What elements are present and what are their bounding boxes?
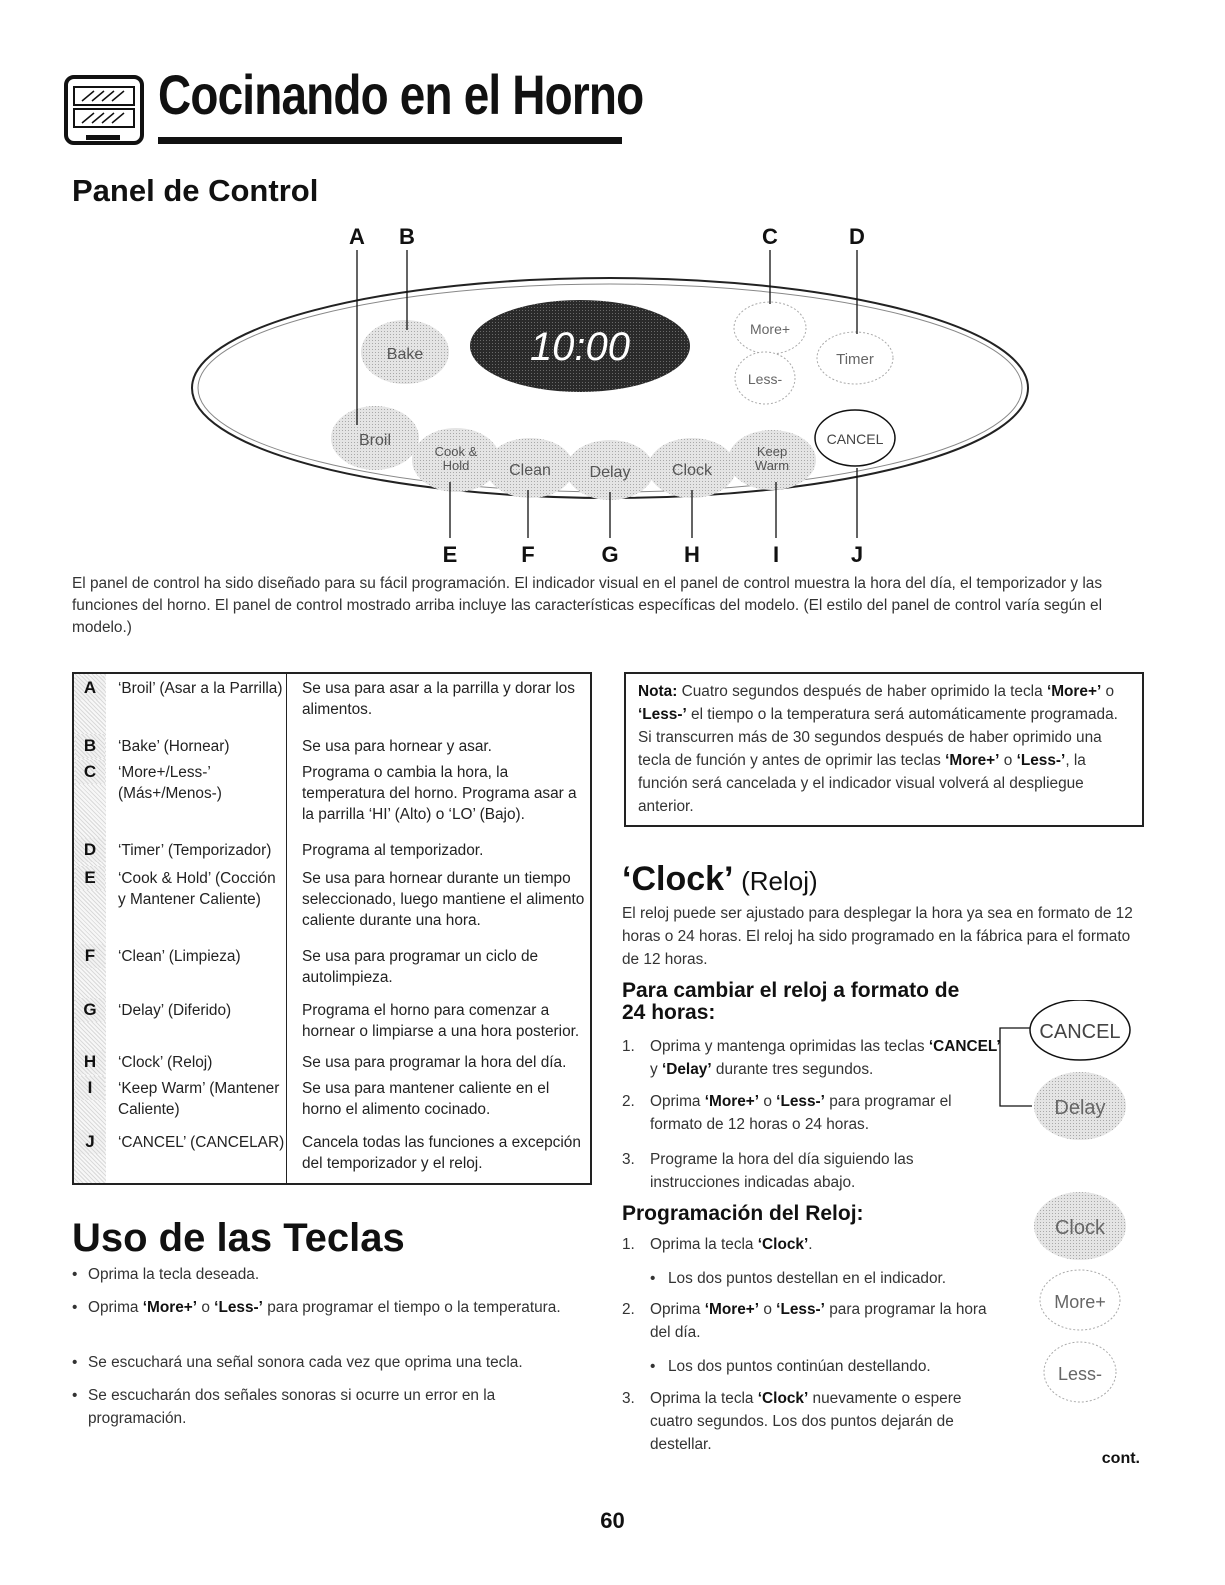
svg-text:Delay: Delay xyxy=(589,464,631,481)
more-button[interactable] xyxy=(734,302,806,354)
key-letter: B xyxy=(75,734,105,758)
keep-warm-button[interactable] xyxy=(728,430,816,490)
label-b: B xyxy=(399,224,415,249)
svg-text:CANCEL: CANCEL xyxy=(826,431,884,447)
key-letter: I xyxy=(75,1076,105,1100)
side-cancel-button[interactable] xyxy=(1030,1000,1130,1060)
delay-button[interactable] xyxy=(566,440,654,500)
key-description: Se usa para asar a la parrilla y dorar los alimentos. xyxy=(302,680,575,718)
svg-text:Clean: Clean xyxy=(509,462,551,479)
cook-hold-button[interactable] xyxy=(412,428,500,492)
label-f: F xyxy=(521,542,535,567)
uso-bullet: • Se escucharán dos señales sonoras si ocurre un error en la programación. xyxy=(72,1387,496,1427)
label-i: I xyxy=(772,542,780,567)
label-g: G xyxy=(601,542,619,567)
section-title: Panel de Control xyxy=(72,173,319,208)
control-panel-diagram xyxy=(180,220,1040,570)
h24-step: 1. Oprima y mantenga oprimidas las teclas ‘CANCEL’ y ‘Delay’ durante tres segundos. xyxy=(622,1038,1001,1078)
key-letter: G xyxy=(75,998,105,1022)
svg-text:Timer: Timer xyxy=(836,351,874,368)
sub-bullet: • Los dos puntos destellan en el indicador. xyxy=(650,1270,947,1287)
clean-button[interactable] xyxy=(486,438,574,498)
nota-box: Nota: Cuatro segundos después de haber oprimido la tecla ‘More+’ o ‘Less-’ el tiempo o la temperatura será automáticamente programada. Si transcurren más de 30 segundos después de haber oprimido una tecla de función y antes de oprimir las teclas ‘More+’ o ‘Less-’, la función será cancelada y el indicador visual volverá al despliegue anterior. xyxy=(624,672,1144,827)
display-window xyxy=(470,300,690,392)
key-description: Se usa para programar la hora del día. xyxy=(302,1054,567,1071)
svg-text:Warm: Warm xyxy=(754,458,790,473)
key-description: Programa al temporizador. xyxy=(302,842,484,859)
side-more-button[interactable] xyxy=(1040,1270,1120,1330)
broil-button[interactable] xyxy=(331,406,419,470)
key-name: ‘Delay’ (Diferido) xyxy=(118,1002,232,1019)
label-d: D xyxy=(849,224,865,249)
svg-text:Cook &: Cook & xyxy=(434,444,478,459)
nota-label: Nota: xyxy=(638,683,678,700)
key-description: Se usa para hornear durante un tiempo seleccionado, luego mantiene el alimento caliente durante una hora. xyxy=(302,870,585,929)
clock-title-key: ‘Clock’ xyxy=(622,860,732,898)
clock-title xyxy=(622,860,818,899)
label-e: E xyxy=(442,542,458,567)
key-name: ‘Cook & Hold’ (Cocción y Mantener Caliente) xyxy=(118,870,276,908)
svg-text:Clock: Clock xyxy=(671,462,713,479)
svg-text:Less-: Less- xyxy=(1057,1364,1103,1384)
svg-text:Broil: Broil xyxy=(358,432,392,449)
svg-text:Delay: Delay xyxy=(1054,1097,1106,1119)
timer-button[interactable] xyxy=(817,332,893,384)
key-description: Se usa para programar un ciclo de autolimpieza. xyxy=(302,948,539,986)
h24-step: 2. Oprima ‘More+’ o ‘Less-’ para programar el formato de 12 horas o 24 horas. xyxy=(622,1093,952,1133)
label-c: C xyxy=(762,224,778,249)
key-letter: H xyxy=(75,1050,105,1074)
svg-text:Less-: Less- xyxy=(747,371,783,387)
key-description: Cancela todas las funciones a excepción del temporizador y el reloj. xyxy=(302,1134,581,1172)
oven-icon xyxy=(64,75,152,153)
key-letter: F xyxy=(75,944,105,968)
svg-text:Keep: Keep xyxy=(756,444,788,459)
key-description: Programa el horno para comenzar a hornear o limpiarse a una hora posterior. xyxy=(302,1002,580,1040)
svg-text:Hold: Hold xyxy=(442,458,470,473)
uso-bullet: • Oprima ‘More+’ o ‘Less-’ para programar el tiempo o la temperatura. xyxy=(72,1299,561,1316)
clock-intro: El reloj puede ser ajustado para desplegar la hora ya sea en formato de 12 horas o 24 horas. El reloj ha sido programado en la fábrica para el formato de 12 horas. xyxy=(622,905,1133,968)
side-buttons xyxy=(992,1000,1142,1420)
key-name: ‘Broil’ (Asar a la Parrilla) xyxy=(118,680,283,697)
key-description: Programa o cambia la hora, la temperatura del horno. Programa asar a la parrilla ‘HI’ (Alto) o ‘LO’ (Bajo). xyxy=(302,764,577,823)
page-number: 60 xyxy=(600,1508,625,1533)
label-j: J xyxy=(850,542,864,567)
key-name: ‘Clean’ (Limpieza) xyxy=(118,948,241,965)
h24-step: 3. Programe la hora del día siguiendo las instrucciones indicadas abajo. xyxy=(622,1151,914,1191)
cancel-button[interactable] xyxy=(815,410,895,466)
side-less-button[interactable] xyxy=(1044,1342,1116,1402)
prog-title: Programación del Reloj: xyxy=(622,1202,864,1225)
clock-button[interactable] xyxy=(648,438,736,498)
key-name: ‘CANCEL’ (CANCELAR) xyxy=(118,1134,285,1151)
prog-step: 2. Oprima ‘More+’ o ‘Less-’ para programar la hora del día. xyxy=(622,1301,987,1341)
key-name: ‘Clock’ (Reloj) xyxy=(118,1054,213,1071)
label-h: H xyxy=(684,542,700,567)
key-table xyxy=(72,672,592,1185)
key-name: ‘More+/Less-’ (Más+/Menos-) xyxy=(118,764,222,802)
intro-paragraph: El panel de control ha sido diseñado para su fácil programación. El indicador visual en el panel de control muestra la hora del día, el temporizador y las funciones del horno. El panel de control mostrado arriba incluye las características específicas del modelo. (El estilo del panel de control varía según el modelo.) xyxy=(72,575,1103,636)
svg-text:More+: More+ xyxy=(749,321,791,337)
prog-step: 3. Oprima la tecla ‘Clock’ nuevamente o espere cuatro segundos. Los dos puntos dejarán de destellar. xyxy=(622,1390,962,1453)
key-letter: D xyxy=(75,838,105,862)
key-letter: A xyxy=(75,676,105,700)
key-description: Se usa para mantener caliente en el horno el alimento cocinado. xyxy=(302,1080,550,1118)
svg-text:CANCEL: CANCEL xyxy=(1039,1021,1121,1043)
svg-text:Clock: Clock xyxy=(1054,1217,1106,1239)
key-description: Se usa para hornear y asar. xyxy=(302,738,492,755)
key-name: ‘Keep Warm’ (Mantener Caliente) xyxy=(118,1080,280,1118)
prog-step: 1. Oprima la tecla ‘Clock’. xyxy=(622,1236,813,1253)
key-letter: C xyxy=(75,760,105,784)
sub-bullet: • Los dos puntos continúan destellando. xyxy=(650,1358,931,1375)
bake-button[interactable] xyxy=(361,320,449,384)
page-title: Cocinando en el Horno xyxy=(158,63,644,126)
key-letter: E xyxy=(75,866,105,890)
h24-title: Para cambiar el reloj a formato de 24 horas: xyxy=(622,979,960,1024)
key-name: ‘Timer’ (Temporizador) xyxy=(118,842,272,859)
uso-bullet: • Oprima la tecla deseada. xyxy=(72,1266,260,1283)
clock-subtitle: (Reloj) xyxy=(741,866,818,896)
svg-text:Bake: Bake xyxy=(386,346,424,363)
display-readout: 10:00 xyxy=(529,325,631,369)
uso-bullet: • Se escuchará una señal sonora cada vez que oprima una tecla. xyxy=(72,1354,523,1371)
cont-label: cont. xyxy=(1101,1450,1140,1467)
title-rule xyxy=(158,137,622,144)
key-name: ‘Bake’ (Hornear) xyxy=(118,738,230,755)
side-delay-button[interactable] xyxy=(1034,1072,1126,1140)
label-a: A xyxy=(349,224,365,249)
uso-title: Uso de las Teclas xyxy=(72,1216,405,1260)
side-clock-button[interactable] xyxy=(1034,1192,1126,1260)
less-button[interactable] xyxy=(735,352,795,404)
key-letter: J xyxy=(75,1130,105,1154)
svg-text:More+: More+ xyxy=(1054,1292,1106,1312)
